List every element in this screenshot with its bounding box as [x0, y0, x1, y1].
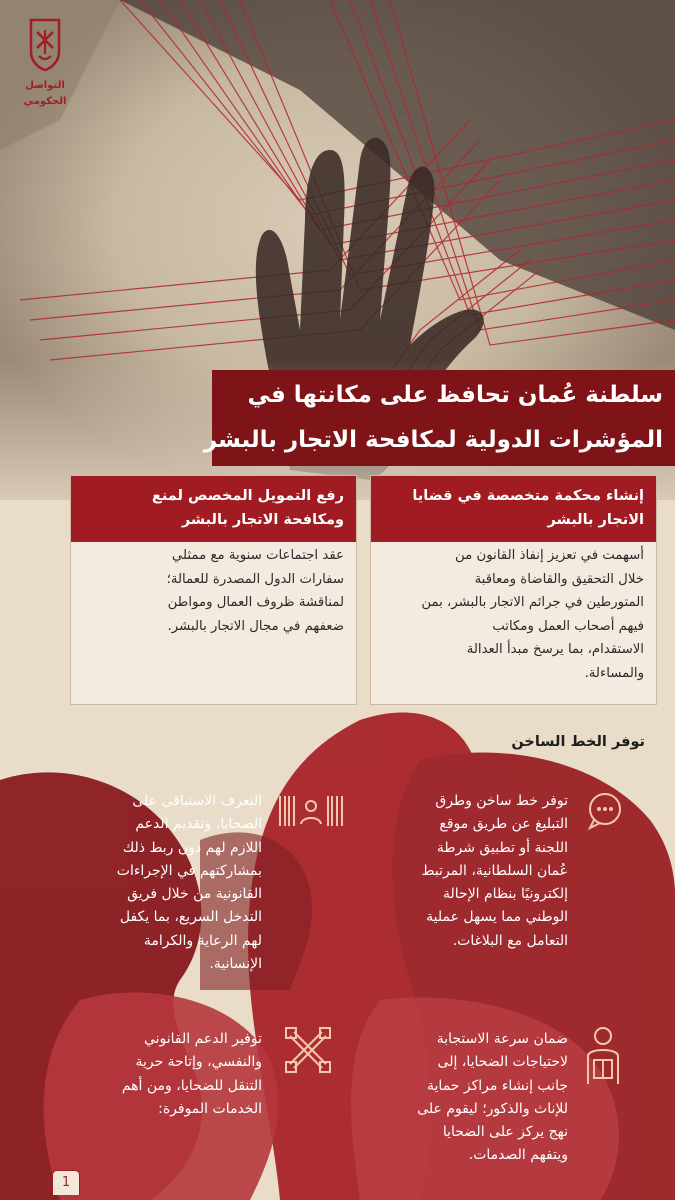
card-left-heading-line2: ومكافحة الاتجار بالبشر — [181, 512, 344, 528]
victims-line: بمشاركتهم في الإجراءات — [116, 862, 262, 879]
hotline-line: التبليغ عن طريق موقع — [439, 816, 568, 833]
hotline-line: اللجنة أو تطبيق شرطة — [436, 839, 568, 856]
card-right-line: خلال التحقيق والقاضاة ومعاقبة — [474, 571, 644, 587]
shelters-text — [368, 1028, 568, 1168]
victims-line: اللازم لهم دون ربط ذلك — [122, 839, 262, 856]
hotline-section-title: توفر الخط الساخن — [511, 734, 645, 750]
person-id-barcode-icon — [276, 794, 346, 828]
chat-bubble-icon — [584, 790, 626, 832]
helping-hands-icon — [284, 1026, 332, 1074]
victims-line: القانونية من خلال فريق — [127, 886, 262, 903]
card-left-heading-line1: رفع التمويل المخصص لمنع — [151, 488, 344, 504]
page-number: 1 — [52, 1170, 80, 1195]
shelters-line: ضمان سرعة الاستجابة — [436, 1031, 568, 1047]
victims-line: الضحايا، وتقديم الدعم — [135, 816, 262, 833]
logo-text-line1: التواصل — [25, 80, 65, 91]
shelters-line: ويتفهم الصدمات. — [468, 1147, 568, 1164]
legal-line: توفير الدعم القانوني — [143, 1031, 262, 1047]
card-left-line: لمناقشة ظروف العمال ومواطن — [167, 595, 344, 610]
victims-line: لهم الرعاية والكرامة — [143, 932, 262, 949]
shelters-line: نهج يركز على الضحايا — [442, 1124, 568, 1141]
card-funding-heading — [71, 476, 356, 542]
card-left-line: عقد اجتماعات سنوية مع ممثلي — [171, 548, 344, 563]
card-right-line: الاستقدام، بما يرسخ مبدأ العدالة — [466, 642, 644, 657]
logo-text-line2: الحكومي — [23, 96, 67, 107]
oman-emblem-icon — [25, 18, 65, 72]
victims-line: التدخل السريع، بما يكفل — [119, 909, 262, 926]
hotline-line: توفر خط ساخن وطرق — [435, 793, 568, 809]
shelters-line: جانب إنشاء مراكز حماية — [427, 1077, 568, 1094]
shelters-line: لاحتياجات الضحايا، إلى — [437, 1054, 568, 1071]
title-line-1: سلطنة عُمان تحافظ على مكانتها في — [247, 382, 663, 408]
card-right-line: فيهم أصحاب العمل ومكاتب — [492, 618, 644, 634]
card-funding — [70, 475, 357, 705]
title-line-2: المؤشرات الدولية لمكافحة الاتجار بالبشر — [203, 427, 663, 453]
hotline-text — [368, 790, 568, 953]
victims-line: الإنسانية. — [209, 956, 262, 973]
card-right-line: أسهمت في تعزيز إنفاذ القانون من — [455, 548, 644, 563]
card-funding-body — [71, 544, 356, 638]
card-left-line: سفارات الدول المصدرة للعمالة؛ — [166, 571, 344, 587]
victims-text — [82, 790, 262, 976]
hotline-line: إلكترونيًا بنظام الإحالة — [443, 886, 568, 903]
card-specialized-court — [370, 475, 657, 705]
government-communication-logo — [14, 18, 76, 118]
page-title — [203, 370, 675, 466]
legal-line: والنفسي، وإتاحة حرية — [135, 1054, 262, 1071]
card-right-heading-line1: إنشاء محكمة متخصصة في قضايا — [412, 488, 644, 504]
card-right-line: والمساءلة. — [584, 665, 644, 681]
legal-support-text — [82, 1028, 262, 1121]
card-specialized-court-body — [371, 544, 656, 685]
hotline-line: الوطني مما يسهل عملية — [426, 909, 568, 926]
legal-line: التنقل للضحايا، ومن أهم — [121, 1077, 262, 1094]
card-right-line: المتورطين في جرائم الاتجار بالبشر، بمن — [421, 595, 644, 610]
card-specialized-court-heading — [371, 476, 656, 542]
card-right-heading-line2: الاتجار بالبشر — [547, 512, 644, 528]
hotline-line: التعامل مع البلاغات. — [452, 932, 568, 949]
victims-line: التعرف الاستباقي على — [132, 793, 262, 809]
card-left-line: ضعفهم في مجال الاتجار بالبشر. — [167, 618, 344, 634]
hotline-line: عُمان السلطانية، المرتبط — [421, 862, 568, 879]
legal-line: الخدمات الموفرة: — [158, 1100, 262, 1117]
protection-person-icon — [580, 1024, 626, 1094]
shelters-line: للإناث والذكور؛ ليقوم على — [417, 1100, 568, 1117]
